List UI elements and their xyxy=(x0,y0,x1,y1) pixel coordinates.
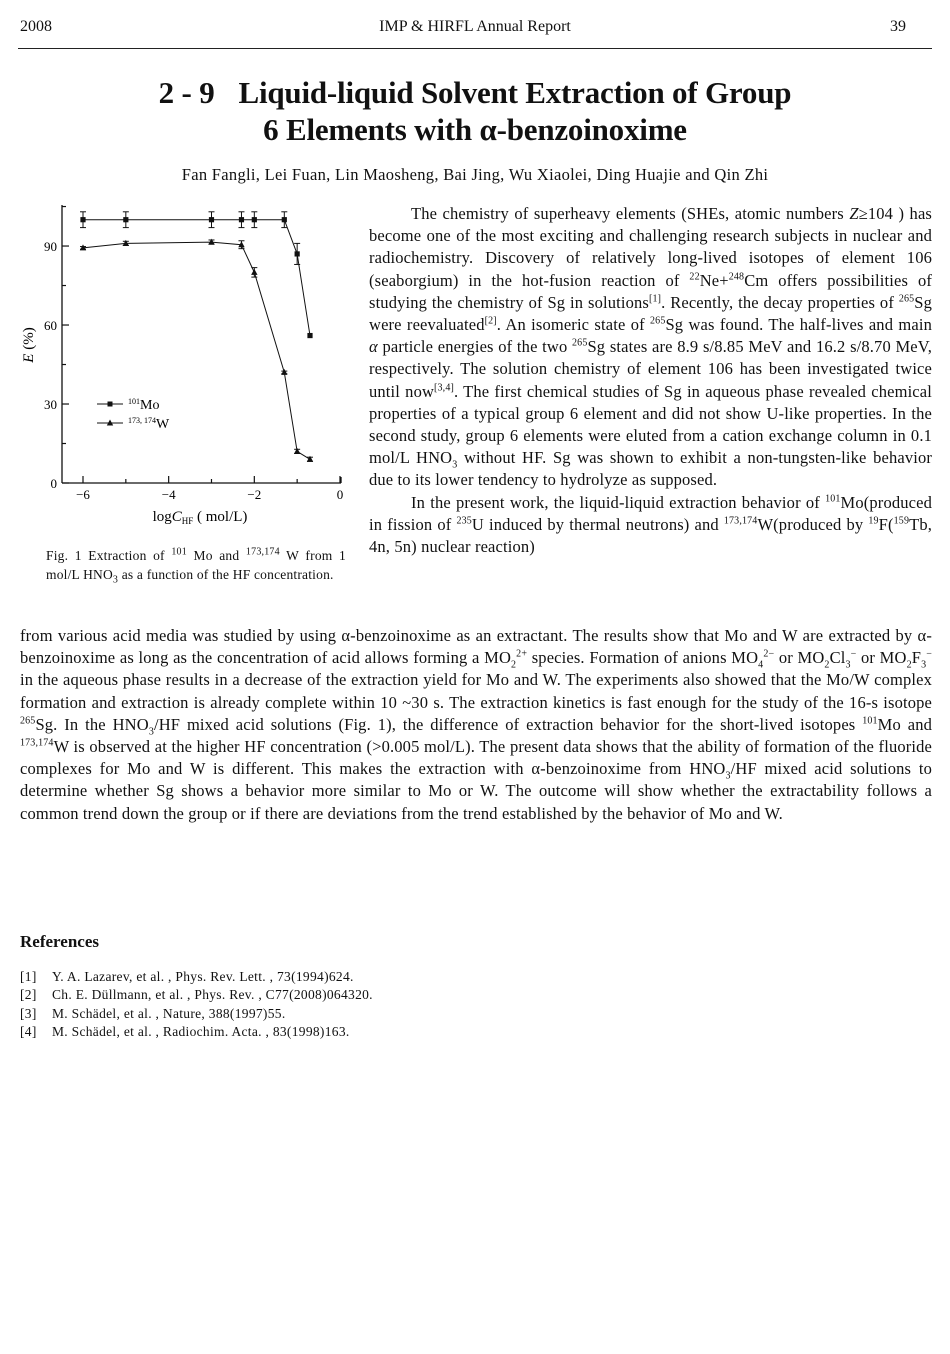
square-marker-icon xyxy=(209,217,214,222)
series-line-mo xyxy=(83,220,310,336)
superscript: 173,174 xyxy=(20,737,54,749)
reference-number: [3] xyxy=(20,1005,37,1021)
caption-text: Mo and xyxy=(186,548,246,563)
text-run: or MO xyxy=(774,648,825,668)
text-run: U induced by thermal neutrons) and xyxy=(471,514,724,534)
superscript: 265 xyxy=(650,315,666,327)
text-run: W is observed at the higher HF concentration (>0.005 mol/L). The present data shows that the ability of formation of the fluoride complexes for Mo and W is different. This makes the extraction with α-benzoinoxime from HNO xyxy=(20,737,932,779)
text-run: F( xyxy=(878,514,894,534)
triangle-marker-icon xyxy=(281,369,287,375)
header-rule xyxy=(18,48,932,49)
text-run: Sg. In the HNO xyxy=(35,714,149,734)
article-number: 2 - 9 xyxy=(158,75,215,110)
text-run: In the present work, the liquid-liquid extraction behavior of xyxy=(411,492,826,512)
header-year: 2008 xyxy=(20,18,52,35)
series-line-w xyxy=(83,242,310,459)
square-marker-icon xyxy=(282,217,287,222)
title-line-2: 6 Elements with α-benzoinoxime xyxy=(263,112,687,147)
x-tick-label: −4 xyxy=(161,487,176,502)
text-run: Sg were reevaluated xyxy=(369,292,932,335)
text-run: particle energies of the two xyxy=(377,337,573,357)
square-marker-icon xyxy=(123,217,128,222)
superscript: 101 xyxy=(862,715,878,727)
text-run: . The first chemical studies of Sg in aqueous phase revealed chemical properties of a typical group 6 element and did not show U-like properties. In the second study, group 6 elements were eluted from a cation exchange column in 0.1 mol/L HNO xyxy=(369,381,932,468)
subscript: 2 xyxy=(511,659,517,671)
square-marker-icon xyxy=(80,217,85,222)
subscript: 3 xyxy=(148,726,154,738)
superscript: 235 xyxy=(456,515,472,527)
text-run: . Recently, the decay properties of xyxy=(661,292,899,312)
square-marker-icon xyxy=(252,217,257,222)
text-run: Tb, 4n, 5n) nuclear reaction) xyxy=(369,514,932,557)
legend-label: $^{173, 174}$W xyxy=(128,416,170,432)
text-run: The chemistry of superheavy elements (SHEs, atomic numbers xyxy=(411,204,850,223)
text-run: Z xyxy=(849,204,859,223)
header-journal-title: IMP & HIRFL Annual Report xyxy=(379,18,571,35)
y-tick-label: 30 xyxy=(44,397,57,413)
text-run: from various acid media was studied by using α-benzoinoxime as an extractant. The results show that Mo and W are extracted by α-benzoinoxime as long as the concentration of acid allows forming a MO xyxy=(20,626,932,668)
figure-1 xyxy=(0,195,360,535)
figure-caption xyxy=(46,546,346,584)
subscript: 2 xyxy=(824,659,830,671)
reference-text: Y. A. Lazarev, et al. , Phys. Rev. Lett. , 73(1994)624. xyxy=(52,969,354,984)
caption-mo-mass: 101 xyxy=(171,546,187,558)
superscript: 19 xyxy=(868,515,879,527)
x-tick-label: −6 xyxy=(76,487,90,502)
subscript: 3 xyxy=(452,459,458,471)
reference-text: Ch. E. Düllmann, et al. , Phys. Rev. , C77(2008)064320. xyxy=(52,987,373,1003)
superscript: 265 xyxy=(572,337,588,349)
text-run: Sg states are 8.9 s/8.85 MeV and 16.2 s/8.70 MeV, respectively. The solution chemistry of element 106 has been investigated twice until now xyxy=(369,337,932,401)
superscript: 101 xyxy=(825,493,841,505)
square-marker-icon xyxy=(295,251,300,256)
superscript: 22 xyxy=(689,271,700,283)
caption-w-mass: 173,174 xyxy=(245,546,280,558)
legend-square-icon xyxy=(108,402,113,407)
superscript: − xyxy=(926,648,933,660)
paragraph-present-work xyxy=(369,492,932,559)
square-marker-icon xyxy=(239,217,244,222)
superscript: 265 xyxy=(20,715,36,727)
text-run: /HF mixed acid solutions to determine whether Sg shows a behavior more similar to Mo or W. The outcome will show whether the extractability follows a common trend down the group or if there are deviations from the trend established by the behavior of Mo and W. xyxy=(20,759,932,823)
subscript: 3 xyxy=(845,659,851,671)
x-tick-label: 0 xyxy=(336,487,344,502)
superscript: [2] xyxy=(484,315,497,327)
body-right-column xyxy=(369,203,932,558)
subscript: 2 xyxy=(906,659,912,671)
text-run: or MO xyxy=(856,648,907,668)
subscript: 3 xyxy=(921,659,927,671)
text-run: W(produced by xyxy=(757,514,869,534)
reference-text: M. Schädel, et al. , Radiochim. Acta. , 83(1998)163. xyxy=(52,1023,350,1039)
text-run: without HF. Sg was shown to exhibit a non-tungsten-like behavior due to its lower tendency to hydrolyze as supposed. xyxy=(369,448,932,490)
text-run: ≥104 ) has become one of the most exciting and challenging research subjects in nuclear and radiochemistry. Discovery of relatively long-lived isotopes of element 106 (seaborgium) in the hot-fusion reaction of xyxy=(369,204,933,290)
superscript: 2− xyxy=(763,648,775,660)
text-run: /HF mixed acid solutions (Fig. 1), the difference of extraction behavior for the short-lived isotopes xyxy=(153,714,863,734)
extraction-chart xyxy=(0,195,360,535)
legend-label: $^{101}$Mo xyxy=(128,397,160,413)
text-run: species. Formation of anions MO xyxy=(527,648,759,668)
subscript: 4 xyxy=(758,659,764,671)
paragraph-present-work-continued xyxy=(20,625,932,825)
superscript: 2+ xyxy=(516,648,528,660)
x-axis-label: logC$_{HF}$ ( mol/L) xyxy=(152,509,248,526)
superscript: 248 xyxy=(728,271,745,283)
text-run: Mo and xyxy=(877,714,933,734)
superscript: 159 xyxy=(893,515,910,527)
title-line-1: Liquid-liquid Solvent Extraction of Group xyxy=(238,75,792,110)
text-run: in the aqueous phase results in a decrease of the extraction yield for Mo and W. The experiments also showed that the Mo/W complex formation and extraction is already complete within 10 ~30 s. The extraction kinetics is fast enough for the study of the 16-s isotope xyxy=(20,670,932,712)
y-tick-label: 60 xyxy=(44,318,57,334)
superscript: [1] xyxy=(648,293,662,305)
text-run: Mo(produced in fission of xyxy=(369,492,932,534)
article-title xyxy=(0,74,950,148)
subscript: 3 xyxy=(725,770,731,782)
text-run: F xyxy=(911,648,922,668)
author-list: Fan Fangli, Lei Fuan, Lin Maosheng, Bai Jing, Wu Xiaolei, Ding Huajie and Qin Zhi xyxy=(181,165,769,184)
text-run: Sg was found. The half-lives and main xyxy=(665,315,932,335)
x-tick-label: −2 xyxy=(247,487,262,502)
square-marker-icon xyxy=(307,333,312,338)
reference-number: [4] xyxy=(20,1023,37,1039)
reference-number: [2] xyxy=(20,987,37,1003)
superscript: 173,174 xyxy=(723,515,758,527)
running-header xyxy=(0,18,950,40)
references-heading: References xyxy=(20,932,99,951)
caption-text: Fig. 1 Extraction of xyxy=(46,548,172,563)
superscript: − xyxy=(850,648,857,660)
y-axis-label: E (%) xyxy=(21,327,37,363)
text-run: α xyxy=(369,337,378,357)
reference-item xyxy=(20,986,373,1004)
caption-subscript: 3 xyxy=(112,574,119,586)
text-run: Cl xyxy=(829,648,846,668)
reference-text: M. Schädel, et al. , Nature, 388(1997)55. xyxy=(52,1005,286,1021)
reference-number: [1] xyxy=(20,969,37,984)
text-run: Ne+ xyxy=(699,270,729,290)
caption-text: W from 1 mol/L HNO xyxy=(46,548,347,582)
caption-text: as a function of the HF concentration. xyxy=(118,567,334,582)
text-run: . An isomeric state of xyxy=(496,315,651,335)
y-tick-label: 0 xyxy=(50,476,57,491)
reference-list xyxy=(20,968,373,1041)
reference-item xyxy=(20,968,373,986)
reference-item xyxy=(20,1023,373,1041)
triangle-marker-icon xyxy=(251,269,257,275)
text-run: Cm offers possibilities of studying the chemistry of Sg in solutions xyxy=(369,270,932,312)
superscript: [3,4] xyxy=(434,382,454,394)
y-tick-label: 90 xyxy=(44,239,57,255)
body-full-width xyxy=(20,625,932,825)
superscript: 265 xyxy=(898,293,915,305)
paragraph-intro xyxy=(369,203,932,492)
reference-item xyxy=(20,1005,373,1023)
header-page-number: 39 xyxy=(890,18,906,35)
